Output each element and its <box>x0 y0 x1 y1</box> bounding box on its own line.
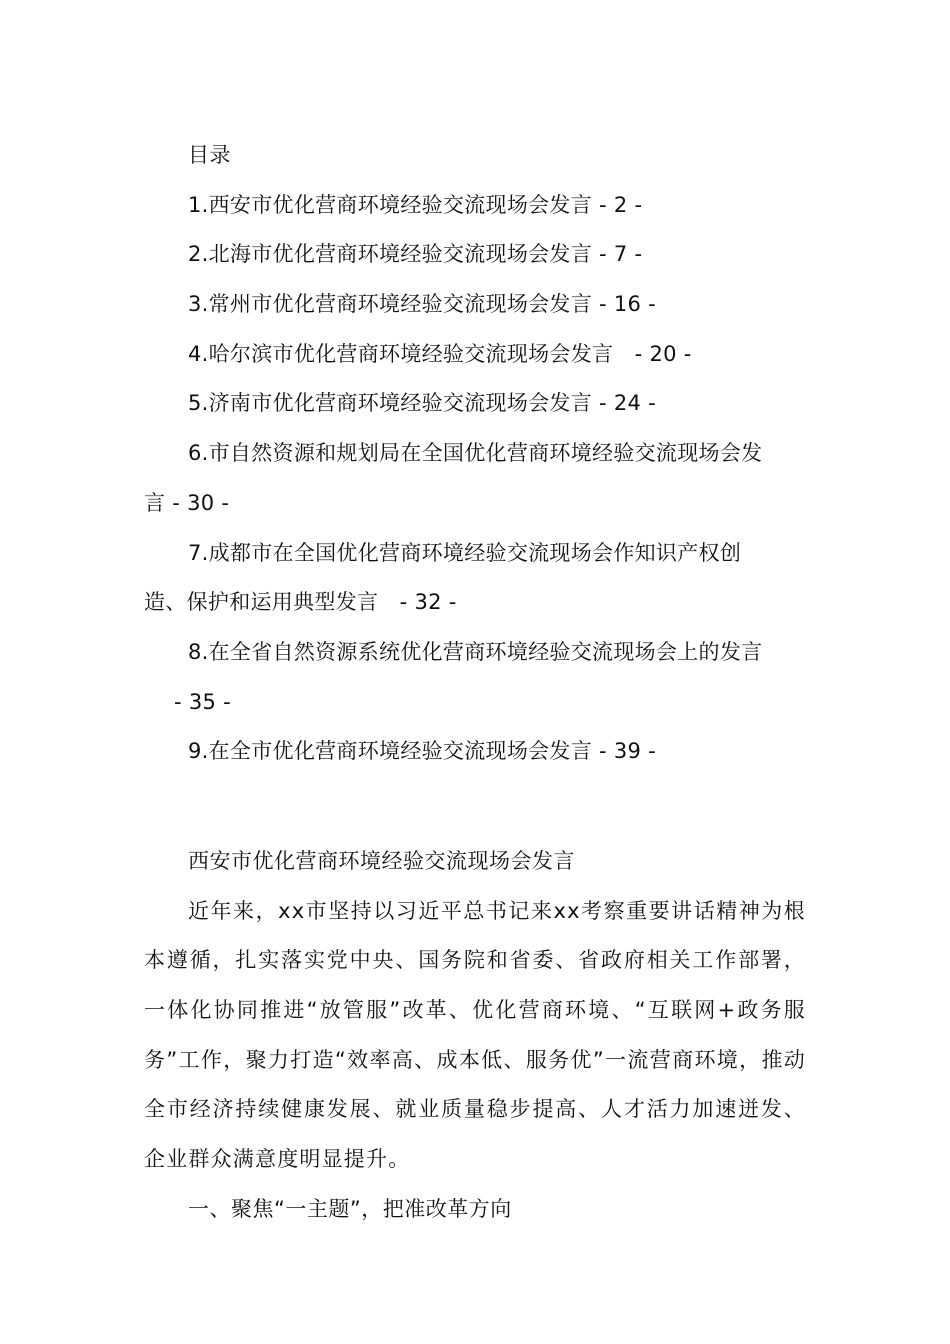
toc-entry-7[interactable]: 7.成都市在全国优化营商环境经验交流现场会作知识产权创 <box>188 540 742 565</box>
document-body <box>144 131 806 1235</box>
toc-heading: 目录 <box>188 143 231 167</box>
toc-entry-2[interactable]: 2.北海市优化营商环境经验交流现场会发言 - 7 - <box>188 242 643 267</box>
toc-entry-7-continued[interactable]: 造、保护和运用典型发言 - 32 - <box>144 590 457 615</box>
section-spacer <box>144 777 806 837</box>
toc-entry-3[interactable]: 3.常州市优化营商环境经验交流现场会发言 - 16 - <box>188 292 657 317</box>
toc-entry-1[interactable]: 1.西安市优化营商环境经验交流现场会发言 - 2 - <box>188 192 643 217</box>
toc-entry-9[interactable]: 9.在全市优化营商环境经验交流现场会发言 - 39 - <box>188 739 657 764</box>
toc-entry-6[interactable]: 6.市自然资源和规划局在全国优化营商环境经验交流现场会发 <box>188 441 763 466</box>
toc-entry-6-continued[interactable]: 言 - 30 - <box>144 490 230 515</box>
toc-entry-4[interactable]: 4.哈尔滨市优化营商环境经验交流现场会发言 - 20 - <box>188 341 692 366</box>
article-paragraph: 近年来，xx市坚持以习近平总书记来xx考察重要讲话精神为根本遵循，扎实落实党中央、国务院和省委、省政府相关工作部署，一体化协同推进“放管服”改革、优化营商环境、“互联网+政务服务”工作，聚力打造“效率高、成本低、服务优”一流营商环境，推动全市经济持续健康发展、就业质量稳步提高、人才活力加速迸发、企业群众满意度明显提升。 <box>144 898 806 1172</box>
toc-entry-8-continued[interactable]: - 35 - <box>174 689 232 714</box>
section-heading: 一、聚焦“一主题”，把准改革方向 <box>188 1196 512 1221</box>
toc-entry-5[interactable]: 5.济南市优化营商环境经验交流现场会发言 - 24 - <box>188 391 657 416</box>
article-title: 西安市优化营商环境经验交流现场会发言 <box>188 848 575 873</box>
toc-entry-8[interactable]: 8.在全省自然资源系统优化营商环境经验交流现场会上的发言 <box>188 639 763 664</box>
